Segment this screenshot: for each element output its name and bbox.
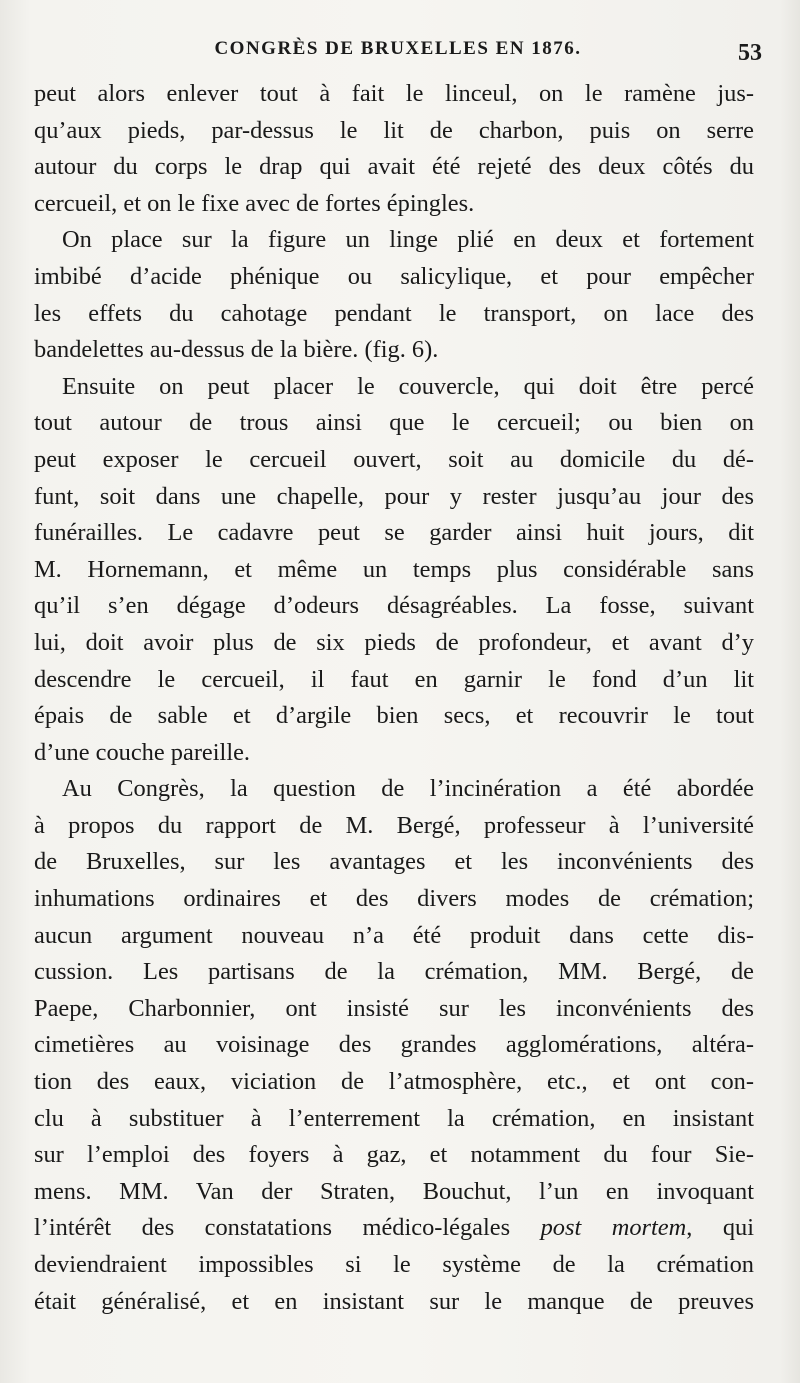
text-line: Au Congrès, la question de l’incinération a été abordée [62, 775, 754, 803]
text-line: était généralisé, et en insistant sur le manque de preuves [34, 1287, 754, 1315]
running-head [34, 38, 762, 74]
text-line: les effets du cahotage pendant le transport, on lace des [34, 299, 754, 327]
text-line: tion des eaux, viciation de l’atmosphère, etc., et ont con- [34, 1068, 754, 1096]
text-line: deviendraient impossibles si le système de la crémation [34, 1251, 754, 1278]
body-text [34, 76, 754, 1320]
text-line: M. Hornemann, et même un temps plus considérable sans [34, 555, 754, 583]
page-number: 53 [738, 40, 762, 66]
text-line: imbibé d’acide phénique ou salicylique, et pour empêcher [34, 262, 754, 290]
text-line: tout autour de trous ainsi que le cercueil; ou bien on [34, 409, 754, 437]
italic-phrase: post mortem [540, 1214, 687, 1242]
text-line: qu’il s’en dégage d’odeurs désagréables. La fosse, suivant [34, 592, 754, 620]
text-line: On place sur la figure un linge plié en deux et fortement [62, 226, 754, 254]
text-line: peut exposer le cercueil ouvert, soit au domicile du dé- [34, 445, 754, 473]
text-line: clu à substituer à l’enterrement la crémation, en insistant [34, 1104, 754, 1132]
text-line: sur l’emploi des foyers à gaz, et notamment du four Sie- [34, 1141, 754, 1169]
text-line: aucun argument nouveau n’a été produit dans cette dis- [34, 921, 754, 949]
text-line: peut alors enlever tout à fait le linceul, on le ramène jus- [34, 80, 754, 107]
text-line: cercueil, et on le fixe avec de fortes épingles. [34, 189, 475, 217]
text-line: autour du corps le drap qui avait été rejeté des deux côtés du [34, 153, 754, 181]
text-line: d’une couche pareille. [34, 738, 251, 766]
text-segment: l’intérêt des constatations médico-légales [34, 1214, 511, 1242]
text-line: descendre le cercueil, il faut en garnir le fond d’un lit [34, 665, 754, 693]
text-line: épais de sable et d’argile bien secs, et recouvrir le tout [34, 702, 754, 730]
text-line [34, 1210, 754, 1247]
running-title: CONGRÈS DE BRUXELLES EN 1876. [214, 38, 582, 59]
text-line: lui, doit avoir plus de six pieds de profondeur, et avant d’y [34, 628, 754, 656]
text-line: bandelettes au-dessus de la bière. (fig. 6). [34, 336, 439, 364]
text-line: funérailles. Le cadavre peut se garder ainsi huit jours, dit [34, 519, 754, 547]
text-line: cussion. Les partisans de la crémation, MM. Bergé, de [34, 958, 754, 986]
text-line: mens. MM. Van der Straten, Bouchut, l’un en invoquant [34, 1177, 754, 1205]
text-line: Paepe, Charbonnier, ont insisté sur les inconvénients des [34, 994, 754, 1022]
text-segment: , qui [686, 1214, 754, 1242]
text-line: inhumations ordinaires et des divers modes de crémation; [34, 885, 754, 913]
text-line: cimetières au voisinage des grandes agglomérations, altéra- [34, 1031, 754, 1059]
text-line: funt, soit dans une chapelle, pour y rester jusqu’au jour des [34, 482, 754, 510]
text-line: à propos du rapport de M. Bergé, professeur à l’université [34, 811, 754, 839]
text-line: Ensuite on peut placer le couvercle, qui doit être percé [62, 372, 754, 400]
text-line: qu’aux pieds, par-dessus le lit de charbon, puis on serre [34, 116, 754, 144]
text-line: de Bruxelles, sur les avantages et les inconvénients des [34, 848, 754, 876]
